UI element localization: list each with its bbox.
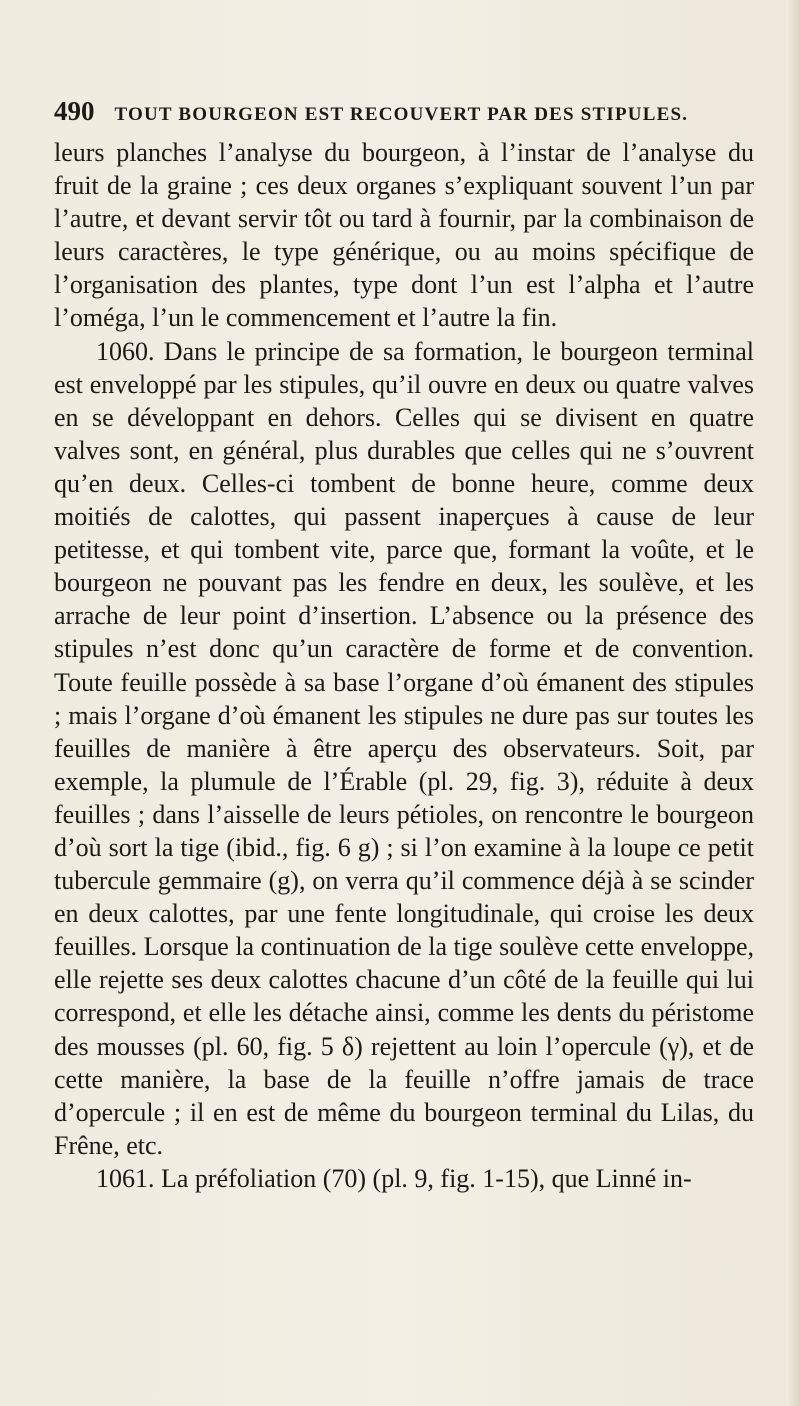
paragraph-1060: 1060. Dans le principe de sa formation, le bourgeon terminal est enveloppé par les stipules, qu’il ouvre en deux ou quatre valves en se développant en dehors. Celles qui se divisent en quatre valves sont, en général, plus durables que celles qui ne s’ouvrent qu’en deux. Celles-ci tombent de bonne heure, comme deux moitiés de calottes, qui passent inaperçues à cause de leur petitesse, et qui tombent vite, parce que, formant la voûte, et le bourgeon ne pouvant pas les fendre en deux, les soulève, et les arrache de leur point d’insertion. L’absence ou la présence des stipules n’est donc qu’un caractère de forme et de convention. Toute feuille possède à sa base l’organe d’où émanent des stipules ; mais l’organe d’où émanent les stipules ne dure pas sur toutes les feuilles de manière à être aperçu des observateurs. Soit, par exemple, la plumule de l’Érable (pl. 29, fig. 3), réduite à deux feuilles ; dans l’aisselle de leurs pétioles, on rencontre le bourgeon d’où sort la tige (ibid., fig. 6 g) ; si l’on examine à la loupe ce petit tubercule gemmaire (g), on verra qu’il commence déjà à se scinder en deux calottes, par une fente longitudinale, qui croise les deux feuilles. Lorsque la continuation de la tige soulève cette enveloppe, elle rejette ses deux calottes chacune d’un côté de la feuille qui lui correspond, et elle les détache ainsi, comme les dents du péristome des mousses (pl. 60, fig. 5 δ) rejettent au loin l’opercule (γ), et de cette manière, la base de la feuille n’offre jamais de trace d’opercule ; il en est de même du bourgeon terminal du Lilas, du Frêne, etc. [54,336,754,1160]
paragraph-continuation: leurs planches l’analyse du bourgeon, à l’instar de l’analyse du fruit de la graine ; ces deux organes s’expliquant souvent l’un par l’autre, et devant servir tôt ou tard à fournir, par la combinaison de leurs caractères, le type générique, ou au moins spécifique de l’organisation des plantes, type dont l’un est l’alpha et l’autre l’oméga, l’un le commencement et l’autre la fin. [54,138,754,333]
page-body [54,136,754,1195]
page-number: 490 [54,96,95,126]
running-head: TOUT BOURGEON EST RECOUVERT PAR DES STIPULES. [114,104,689,125]
page-edge-shadow [786,0,800,1406]
page-header [54,96,754,130]
paragraph-1061: 1061. La préfoliation (70) (pl. 9, fig. 1-15), que Linné in- [96,1163,692,1193]
